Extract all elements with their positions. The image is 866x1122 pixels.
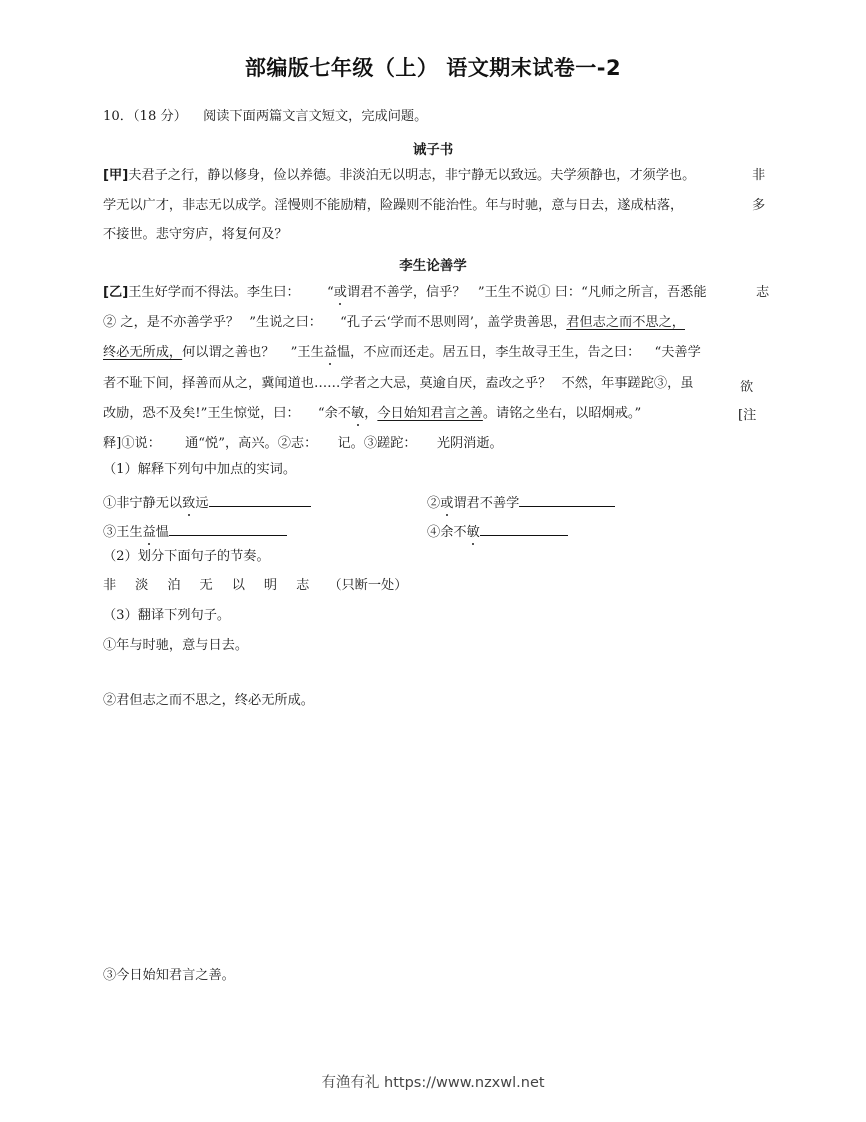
passage-a-title: 诫子书 xyxy=(412,142,454,158)
passage-b-line-5-end: [注 xyxy=(738,408,757,423)
text: 释]①说： xyxy=(103,436,161,451)
passage-a-line-3: 不接世。悲守穷庐，将复何及？ xyxy=(103,227,288,242)
passage-b-title: 李生论善学 xyxy=(399,258,467,274)
passage-b-line-2 xyxy=(103,315,685,331)
underlined-sentence: 今日始知君言之善 xyxy=(377,406,483,421)
item-number: ② xyxy=(427,496,441,511)
q2-prompt: （2）划分下面句子的节奏。 xyxy=(103,549,270,564)
q3-item-2: ②君但志之而不思之，终必无所成。 xyxy=(103,693,314,708)
text: 远 xyxy=(195,496,209,511)
text: 谓君不善学，信乎？ xyxy=(346,285,466,300)
text: ”生说之曰： xyxy=(249,315,322,330)
passage-a-line-1-end: 非 xyxy=(752,168,766,183)
q2-note: （只断一处） xyxy=(328,578,408,593)
dotted-char: 或 xyxy=(440,496,454,511)
item-number: ① xyxy=(103,496,117,511)
passage-b-line-4-end: 欲 xyxy=(740,380,754,395)
text: 王生 xyxy=(116,525,143,540)
question-prompt: 阅读下面两篇文言文短文，完成问题。 xyxy=(203,109,428,124)
text: 愠，不应而还走。居五日，李生故寻王生，告之曰： xyxy=(336,345,641,360)
q3-item-1: ①年与时驰，意与日去。 xyxy=(103,638,249,653)
dotted-char: 益 xyxy=(323,345,337,360)
text: 王生好学而不得法。李生曰： xyxy=(128,285,300,300)
text: “ xyxy=(327,285,334,300)
q1-prompt: （1）解释下列句中加点的实词。 xyxy=(103,462,297,477)
passage-a-line-2-end: 多 xyxy=(752,198,766,213)
passage-b-line-1-mid xyxy=(327,285,707,301)
answer-blank[interactable] xyxy=(519,493,615,507)
text: 谓君不善学 xyxy=(453,496,520,511)
text: 光阴消逝。 xyxy=(436,436,503,451)
answer-blank[interactable] xyxy=(480,522,568,536)
item-number: ④ xyxy=(427,525,441,540)
text: “孔子云‘学而不思则罔’，盖学贵善思， xyxy=(340,315,567,330)
page-title: 部编版七年级（上） 语文期末试卷一-2 xyxy=(244,56,622,80)
passage-b-line-5 xyxy=(103,406,641,422)
text: 何以谓之善也？ xyxy=(182,345,275,360)
q1-item-2 xyxy=(427,493,615,512)
text: 通“悦”，高兴。②志： xyxy=(185,436,318,451)
text: 记。③蹉跎： xyxy=(337,436,417,451)
passage-a-text: 夫君子之行，静以修身，俭以养德。非淡泊无以明志，非宁静无以致远。夫学须静也，才须学也。 xyxy=(128,168,696,183)
text: 。请铭之坐右，以昭炯戒。” xyxy=(482,406,642,421)
text: ”王生不说① 曰：“凡师之所言，吾悉能 xyxy=(477,285,707,300)
passage-b-line-1-end: 志 xyxy=(756,285,770,300)
dotted-char: 敏 xyxy=(466,525,480,540)
question-number: 10．（18 分） xyxy=(103,109,187,124)
text: 余不 xyxy=(440,525,467,540)
underlined-sentence: 君但志之而不思之， xyxy=(566,315,685,330)
q3-item-3: ③今日始知君言之善。 xyxy=(103,968,235,983)
q1-item-3 xyxy=(103,522,287,541)
dotted-char: 益 xyxy=(142,525,156,540)
dotted-char: 或 xyxy=(333,285,347,300)
text: “夫善学 xyxy=(654,345,701,360)
underlined-sentence: 终必无所成， xyxy=(103,345,183,360)
question-header xyxy=(103,109,427,125)
q2-sentence: 非淡泊无以明志 xyxy=(103,578,329,593)
text: 愠 xyxy=(155,525,169,540)
text: 非宁静无以 xyxy=(116,496,183,511)
passage-a-label: [甲] xyxy=(103,168,129,183)
answer-blank[interactable] xyxy=(169,522,287,536)
q1-item-4 xyxy=(427,522,568,541)
passage-b-line-3 xyxy=(103,345,701,361)
q3-prompt: （3）翻译下列句子。 xyxy=(103,608,231,623)
text: ② 之，是不亦善学乎？ xyxy=(103,315,240,330)
q2-sentence-row xyxy=(103,578,407,594)
text: 改励，恐不及矣!”王生惊觉，曰： xyxy=(103,406,300,421)
item-number: ③ xyxy=(103,525,117,540)
footer-watermark: 有渔有礼 https://www.nzxwl.net xyxy=(321,1075,545,1091)
text: ， xyxy=(364,406,378,421)
q1-item-1 xyxy=(103,493,311,512)
text: 者不耻下间，择善而从之，冀闻道也……学者之大忌，莫逾自厌，盍改之乎？ xyxy=(103,376,552,391)
dotted-char: 致 xyxy=(182,496,196,511)
text: ”王生 xyxy=(290,345,324,360)
text: 不然，年事蹉跎③，虽 xyxy=(561,376,694,391)
passage-b-line-1 xyxy=(103,285,300,301)
passage-b-notes xyxy=(103,436,503,452)
text: “余不 xyxy=(317,406,351,421)
dotted-char: 敏 xyxy=(351,406,365,421)
passage-b-label: [乙] xyxy=(103,285,129,300)
passage-a-line-1 xyxy=(103,168,695,184)
passage-a-line-2: 学无以广才，非志无以成学。淫慢则不能励精，险躁则不能治性。年与时驰，意与日去，遂成枯落， xyxy=(103,198,684,213)
answer-blank[interactable] xyxy=(209,493,311,507)
passage-b-line-4 xyxy=(103,376,693,392)
